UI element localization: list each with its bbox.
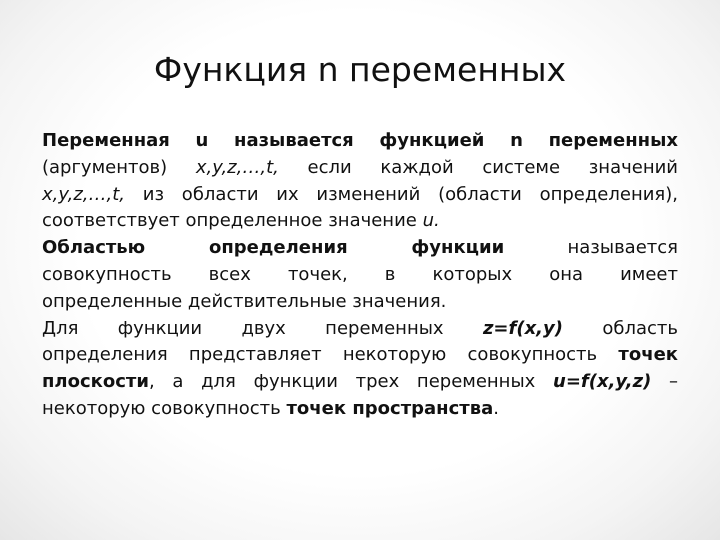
- text-run: некоторую совокупность: [42, 397, 287, 419]
- definition-paragraph: [42, 128, 678, 235]
- text-line: [42, 182, 678, 209]
- text-run: плоскости: [42, 371, 149, 393]
- text-run: x,y,z,…,t,: [42, 183, 126, 205]
- slide-title: Функция n переменных: [153, 50, 567, 89]
- text-line: [42, 396, 678, 423]
- text-run: точек пространства: [286, 397, 494, 419]
- text-run: Для функции двух переменных: [42, 317, 483, 339]
- text-run: , а для функции трех переменных: [148, 371, 554, 393]
- text-run: Областью определения функции: [42, 237, 505, 259]
- text-line: [42, 289, 678, 316]
- text-run: если каждой системе значений: [278, 156, 678, 178]
- text-line: [42, 262, 678, 289]
- text-run: точек: [618, 344, 678, 366]
- domain-paragraph: [42, 235, 678, 315]
- text-line: [42, 128, 678, 155]
- text-run: определенные действительные значения.: [42, 290, 447, 312]
- text-run: Переменная u называется функцией n переменных: [42, 130, 678, 151]
- text-run: область: [562, 317, 678, 339]
- text-run: называется: [504, 237, 678, 259]
- text-run: u=f(x,y,z): [553, 371, 652, 393]
- text-run: x,y,z,…,t,: [195, 156, 279, 178]
- text-run: (аргументов): [42, 156, 196, 178]
- text-line: [42, 235, 678, 262]
- text-run: u.: [422, 210, 440, 232]
- text-run: –: [651, 371, 678, 393]
- text-run: совокупность всех точек, в которых она имеет: [42, 263, 678, 285]
- slide-body: [42, 128, 678, 423]
- text-line: [42, 155, 678, 182]
- text-run: соответствует определенное значение: [42, 210, 423, 232]
- text-run: из области их изменений (области определения),: [125, 183, 678, 205]
- text-line: [42, 369, 678, 396]
- text-line: [42, 316, 678, 343]
- text-run: определения представляет некоторую совокупность: [42, 344, 619, 366]
- text-run: z=f(x,y): [482, 317, 563, 339]
- text-run: .: [493, 397, 499, 419]
- text-line: [42, 342, 678, 369]
- text-line: [42, 208, 678, 235]
- two-three-variables-paragraph: [42, 316, 678, 423]
